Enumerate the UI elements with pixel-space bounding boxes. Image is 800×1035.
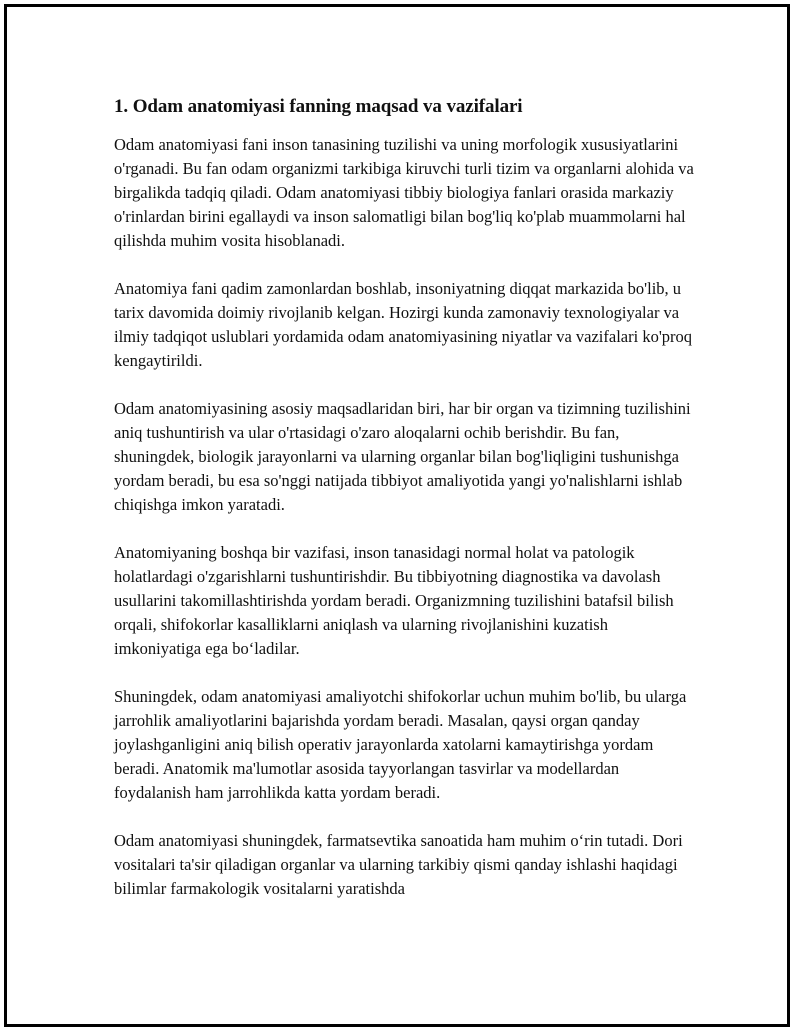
paragraph: Shuningdek, odam anatomiyasi amaliyotchi shifokorlar uchun muhim bo'lib, bu ularga jarrohlik amaliyotlarini bajarishda yordam beradi. Masalan, qaysi organ qanday joylashganligini aniq bilish operativ jarayonlarda xatolarni kamaytirishga yordam beradi. Anatomik ma'lumotlar asosida tayyorlangan tasvirlar va modellardan foydalanish ham jarrohlikda katta yordam beradi. <box>114 687 687 802</box>
paragraph: Odam anatomiyasi shuningdek, farmatsevtika sanoatida ham muhim o‘rin tutadi. Dori vositalari ta'sir qiladigan organlar va ularning tarkibiy qismi qanday ishlashi haqidagi bilimlar farmakologik vositalarni yaratishda <box>114 831 683 898</box>
paragraph: Anatomiya fani qadim zamonlardan boshlab, insoniyatning diqqat markazida bo'lib, u tarix davomida doimiy rivojlanib kelgan. Hozirgi kunda zamonaviy texnologiyalar va ilmiy tadqiqot uslublari yordamida odam anatomiyasining niyatlar va vazifalari ko'proq kengaytirildi. <box>114 279 693 370</box>
paragraph: Odam anatomiyasi fani inson tanasining tuzilishi va uning morfologik xususiyatlarini o'rganadi. Bu fan odam organizmi tarkibiga kiruvchi turli tizim va organlarni alohida va birgalikda tadqiq qiladi. Odam anatomiyasi tibbiy biologiya fanlari orasida markaziy o'rinlardan birini egallaydi va inson salomatligi bilan bog'liq ko'plab muammolarni hal qilishda muhim vosita hisoblanadi. <box>114 135 694 250</box>
paragraph: Anatomiyaning boshqa bir vazifasi, inson tanasidagi normal holat va patologik holatlardagi o'zgarishlarni tushuntirishdir. Bu tibbiyotning diagnostika va davolash usullarini takomillashtirishda yordam beradi. Organizmning tuzilishini batafsil bilish orqali, shifokorlar kasalliklarni aniqlash va ularning rivojlanishini kuzatish imkoniyatiga ega bo‘ladilar. <box>114 543 674 658</box>
section-heading: 1. Odam anatomiyasi fanning maqsad va vazifalari <box>114 96 523 117</box>
document-body <box>114 95 694 925</box>
paragraph: Odam anatomiyasining asosiy maqsadlaridan biri, har bir organ va tizimning tuzilishini aniq tushuntirish va ular o'rtasidagi o'zaro aloqalarni ochib berishdir. Bu fan, shuningdek, biologik jarayonlarni va ularning organlar bilan bog'liqligini tushunishga yordam beradi, bu esa so'nggi natijada tibbiyot amaliyotida yangi yo'nalishlarni ishlab chiqishga imkon yaratadi. <box>114 399 691 514</box>
